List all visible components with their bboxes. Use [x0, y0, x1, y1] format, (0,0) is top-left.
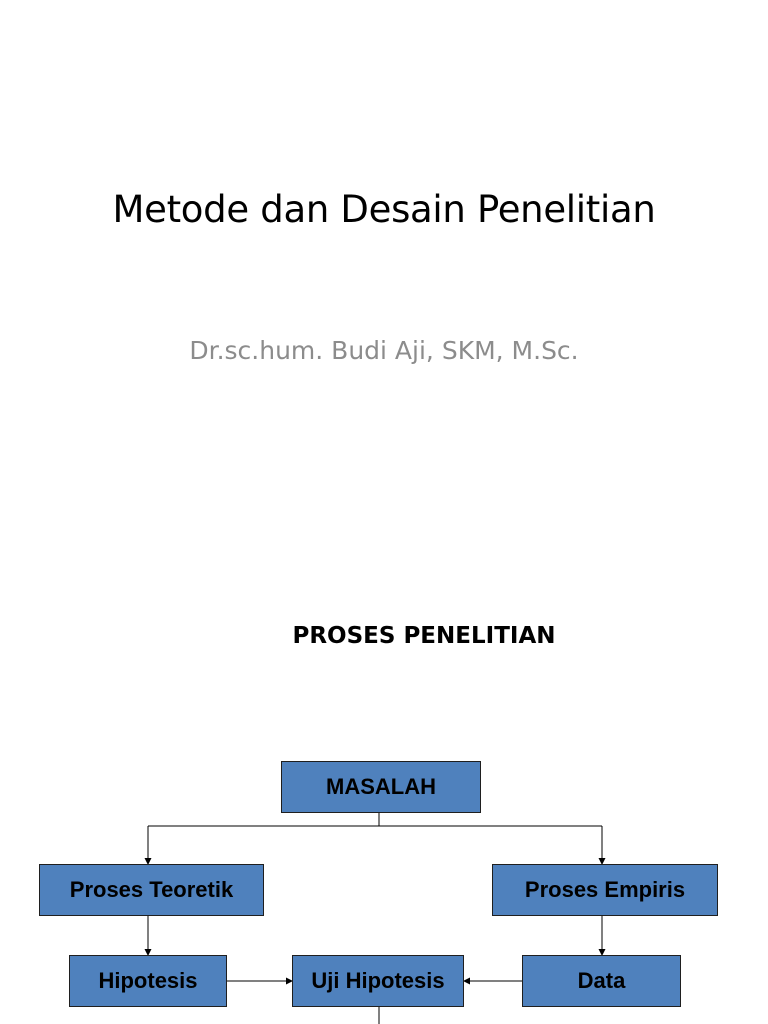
node-hipotesis	[69, 955, 227, 1007]
slide-subtitle: Dr.sc.hum. Budi Aji, SKM, M.Sc.	[189, 336, 579, 365]
connector-masalah-branch	[148, 813, 602, 826]
slide-title: Metode dan Desain Penelitian	[112, 188, 656, 231]
node-data	[522, 955, 681, 1007]
node-proses-empiris	[492, 864, 718, 916]
node-hipotesis-label: Hipotesis	[98, 968, 198, 993]
node-proses-teoretik-label: Proses Teoretik	[69, 877, 234, 902]
node-masalah-label: MASALAH	[326, 774, 436, 799]
node-uji-hipotesis-label: Uji Hipotesis	[311, 968, 445, 993]
node-proses-empiris-label: Proses Empiris	[524, 877, 686, 902]
node-data-label: Data	[577, 968, 626, 993]
diagram-heading: PROSES PENELITIAN	[292, 623, 556, 649]
node-proses-teoretik	[39, 864, 264, 916]
node-uji-hipotesis	[292, 955, 464, 1007]
node-masalah	[281, 761, 481, 813]
